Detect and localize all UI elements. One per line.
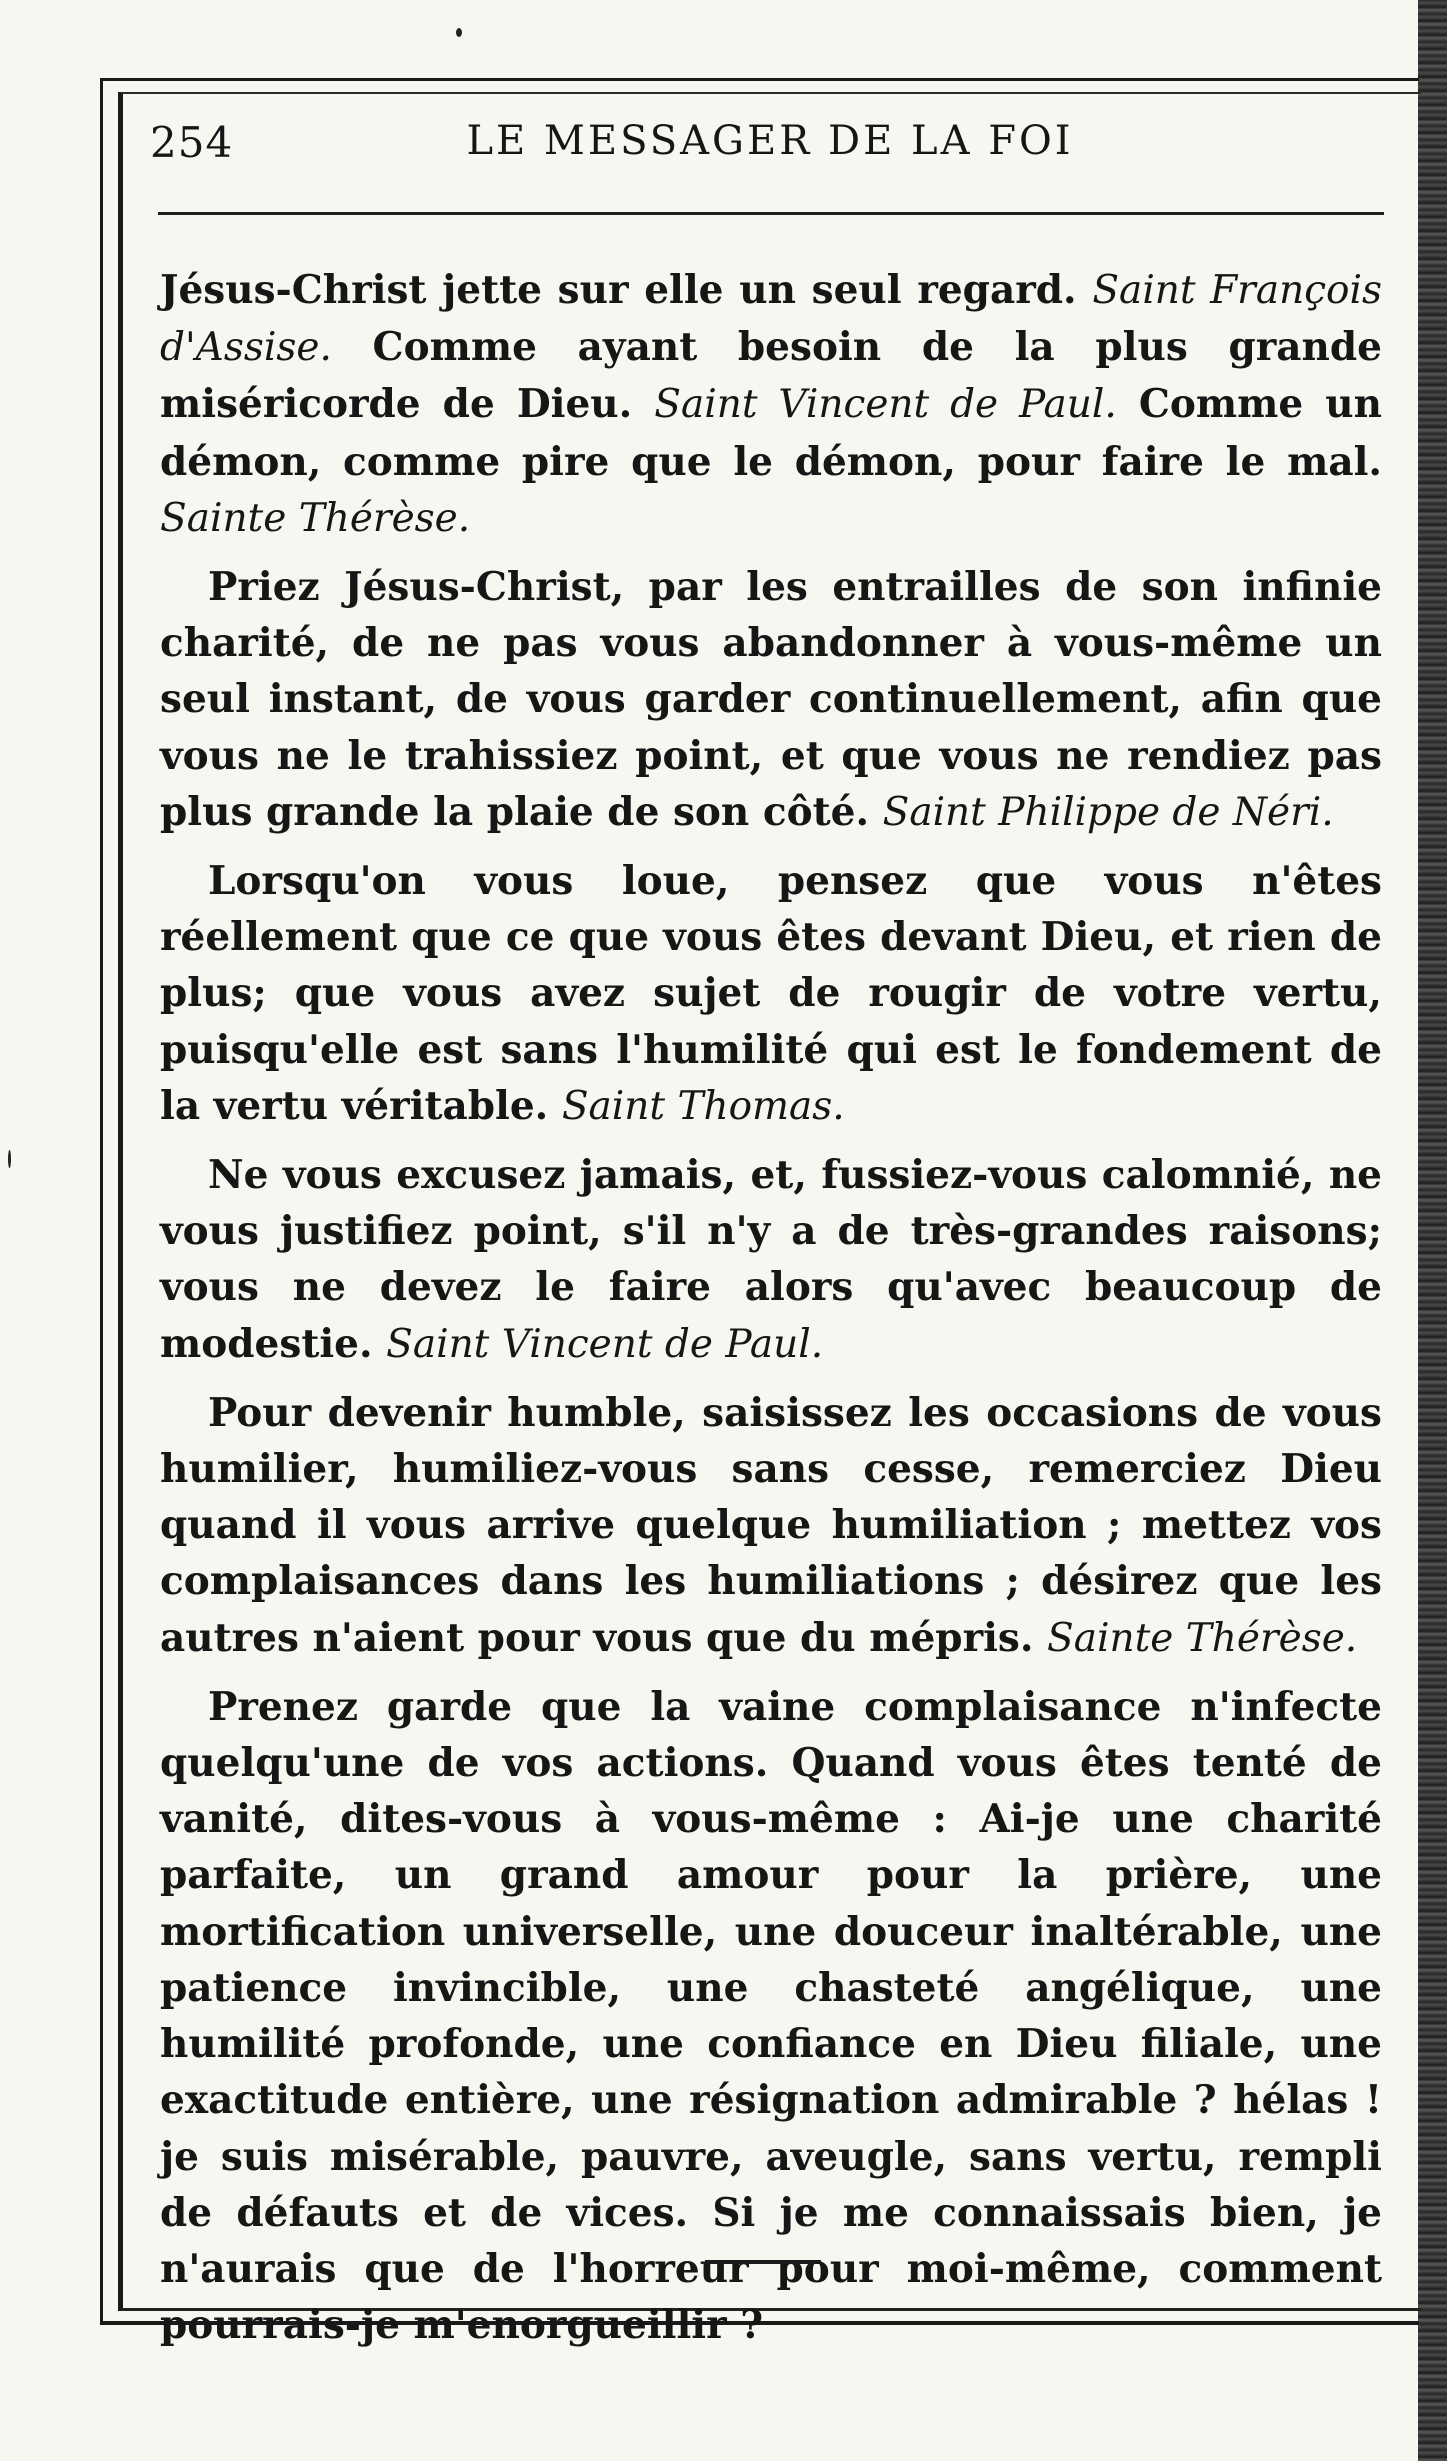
text-segment: Ne vous excusez jamais, et, fussiez-vous calomnié, ne vous justifiez point, s'il n'y a de très-grandes raisons; vous ne devez le faire alors qu'avec beaucoup de modestie. [160,1152,1382,1367]
text-segment: Prenez garde que la vaine complaisance n'infecte quelqu'une de vos actions. Quand vous êtes tenté de vanité, dites-vous à vous-même : Ai-je une charité parfaite, un grand amour pour la prière, une mortification universelle, une douceur inaltérable, une patience invincible, une chasteté angélique, une humilité profonde, une confiance en Dieu filiale, une exactitude entière, une résignation admirable ? hélas ! je suis misérable, pauvre, aveugle, sans vertu, rempli de défauts et de vices. Si je me connaissais bien, je n'aurais que de l'horreur pour moi-même, comment pourrais-je m'enorgueillir ? [160,1683,1382,2349]
citation: Saint François d'Assise. [160,268,1382,371]
text-segment: Priez Jésus-Christ, par les entrailles de son infinie charité, de ne pas vous abandonner à vous-même un seul instant, de vous garder continuellement, afin que vous ne le trahissiez point, et que vous ne rendiez pas plus grande la plaie de son côté. [160,564,1382,835]
text-segment: Jésus-Christ jette sur elle un seul regard. [160,267,1093,313]
citation: Sainte Thérèse. [160,495,471,541]
text-segment: Pour devenir humble, saisissez les occasions de vous humilier, humiliez-vous sans cesse, remerciez Dieu quand il vous arrive quelque humiliation ; mettez vos complaisances dans les humiliations ; désirez que les autres n'aient pour vous que du mépris. [160,1389,1382,1661]
running-title: LE MESSAGER DE LA FOI [466,118,1074,164]
citation: Sainte Thérèse. [1047,1615,1358,1661]
page-number: 254 [150,118,234,167]
ink-speck [456,28,462,37]
text-segment: Lorsqu'on vous loue, pensez que vous n'êtes réellement que ce que vous êtes devant Dieu, et rien de plus; que vous avez sujet de rougir de votre vertu, puisqu'elle est sans l'humilité qui est le fondement de la vertu véritable. [160,858,1382,1129]
ink-speck [8,1150,11,1168]
citation: Saint Vincent de Paul. [654,382,1117,428]
paragraph [160,1147,1382,1373]
paragraph [160,1679,1382,2353]
text-segment: Comme ayant besoin de la plus grande miséricorde de Dieu. [160,324,1382,428]
page-header [150,118,1390,188]
end-rule [705,2260,821,2264]
paragraph [160,559,1382,841]
text-segment: Comme un démon, comme pire que le démon, pour faire le mal. [160,381,1382,485]
citation: Saint Philippe de Néri. [882,789,1334,835]
citation: Saint Thomas. [561,1083,845,1129]
page-edge-shadow [1418,0,1447,2461]
citation: Saint Vincent de Paul. [386,1321,824,1367]
header-rule [158,212,1384,215]
paragraph [160,262,1382,547]
paragraph [160,1385,1382,1667]
body-text [160,262,1382,2353]
paragraph [160,853,1382,1135]
